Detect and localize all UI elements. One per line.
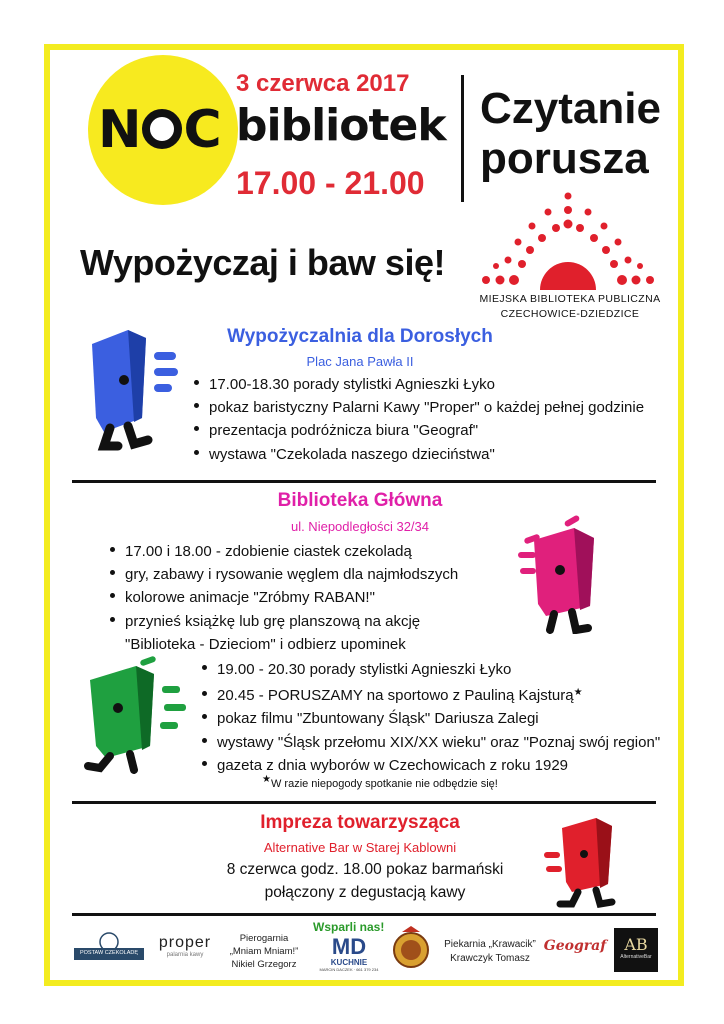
bibliotek-word: bibliotek xyxy=(236,100,446,151)
list-item: gazeta z dnia wyborów w Czechowicach z roku 1929 xyxy=(202,754,660,777)
pink-book-icon xyxy=(510,512,610,634)
section3-text: 8 czerwca godz. 18.00 pokaz barmański połączony z degustacją kawy xyxy=(226,861,504,901)
sponsor-pierogarnia: Pierogarnia „Mniam Mniam!” Nikiel Grzegorz xyxy=(229,933,299,970)
event-hours: 17.00 - 21.00 xyxy=(236,165,425,201)
list-item: przynieś książkę lub grę planszową na akcję xyxy=(110,610,458,633)
sponsor-md-kuchnie: MD KUCHNIE MARCIN DACZEK · 661 379 234 xyxy=(319,934,379,972)
section2-title: Biblioteka Główna xyxy=(277,490,443,511)
noc-logo: N C xyxy=(98,100,220,160)
section2-list-a xyxy=(110,540,458,656)
slogan-line-2: porusza xyxy=(480,134,649,183)
bakery-badge-icon xyxy=(390,924,432,970)
section1-list xyxy=(194,373,644,466)
tagline: Wypożyczaj i baw się! xyxy=(80,242,445,283)
list-item: 20.45 - PORUSZAMY na sportowo z Pauliną Kajsturą★ xyxy=(202,681,660,707)
event-date: 3 czerwca 2017 xyxy=(236,70,410,97)
weather-note: ★W razie niepogody spotkanie nie odbędzie się! xyxy=(262,774,498,790)
sponsors-thanks: Wsparli nas! xyxy=(313,920,385,934)
red-book-icon xyxy=(540,812,636,908)
list-item-continuation: "Biblioteka - Dzieciom" i odbierz upominek xyxy=(125,635,406,653)
list-item: prezentacja podróżnicza biura "Geograf" xyxy=(194,419,644,442)
slogan-line-1: Czytanie xyxy=(480,84,661,133)
green-book-icon xyxy=(80,656,190,774)
star-icon: ★ xyxy=(573,687,583,699)
list-item: 19.00 - 20.30 porady stylistki Agnieszki Łyko xyxy=(202,658,660,681)
section3-subtitle: Alternative Bar w Starej Kablowni xyxy=(263,840,457,855)
section1-title: Wypożyczalnia dla Dorosłych xyxy=(227,326,493,347)
sponsor-piekarnia: Piekarnia „Krawacik” Krawczyk Tomasz xyxy=(444,939,536,964)
blue-book-icon xyxy=(84,322,184,452)
sponsor-proper: proper palarnia kawy xyxy=(158,934,212,958)
list-item: kolorowe animacje "Zróbmy RABAN!" xyxy=(110,586,458,609)
divider-3 xyxy=(72,913,656,916)
library-name: MIEJSKA BIBLIOTEKA PUBLICZNA CZECHOWICE-DZIEDZICE xyxy=(479,293,661,320)
noc-o-ring xyxy=(142,109,182,149)
list-item: 17.00 i 18.00 - zdobienie ciastek czekoladą xyxy=(110,540,458,563)
section3-title: Impreza towarzysząca xyxy=(260,812,460,833)
section2-subtitle: ul. Niepodległości 32/34 xyxy=(290,519,430,534)
star-icon: ★ xyxy=(262,774,271,785)
divider-2 xyxy=(72,801,656,804)
header-divider xyxy=(461,75,464,202)
list-item: wystawa "Czekolada naszego dzieciństwa" xyxy=(194,443,644,466)
list-item: pokaz filmu "Zbuntowany Śląsk" Dariusza Zalegi xyxy=(202,707,660,730)
list-item: 17.00-18.30 porady stylistki Agnieszki Łyko xyxy=(194,373,644,396)
list-item: gry, zabawy i rysowanie węglem dla najmłodszych xyxy=(110,563,458,586)
library-sun-logo xyxy=(478,190,658,290)
sponsor-emblem-icon xyxy=(72,930,146,964)
sponsor-alternative-bar: AB AlternativeBar xyxy=(614,928,658,972)
sponsor-postaw-czekolade-logo: POSTAW CZEKOLADĘ xyxy=(72,930,146,964)
slogan xyxy=(480,84,661,184)
list-item: wystawy "Śląsk przełomu XIX/XX wieku" oraz "Poznaj swój region" xyxy=(202,731,660,754)
list-item: pokaz baristyczny Palarni Kawy "Proper" o każdej pełnej godzinie xyxy=(194,396,644,419)
section1-subtitle: Plac Jana Pawła II xyxy=(306,354,414,369)
divider-1 xyxy=(72,480,656,483)
section2-list-b xyxy=(202,658,660,777)
sponsor-geograf: Geograf xyxy=(543,938,607,954)
